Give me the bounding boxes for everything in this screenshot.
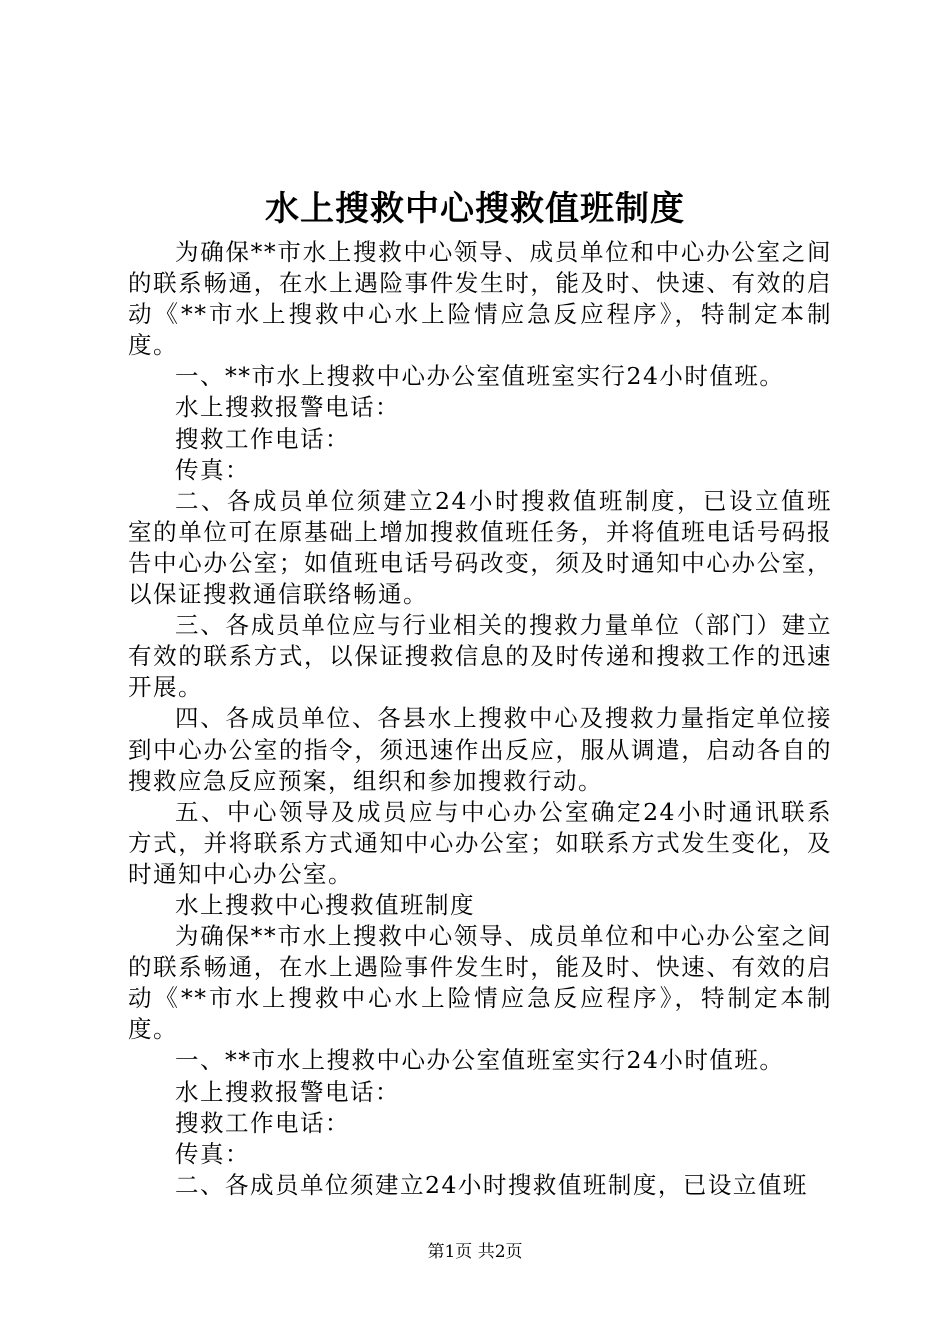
paragraph-item-2: 二、各成员单位须建立24小时搜救值班制度，已设立值班室的单位可在原基础上增加搜救值班任务，并将值班电话号码报告中心办公室；如值班电话号码改变，须及时通知中心办公室，以保证搜救通信联络畅通。 xyxy=(128,486,832,609)
paragraph-repeat-title: 水上搜救中心搜救值班制度 xyxy=(175,890,475,919)
paragraph-fax: 传真： xyxy=(175,455,250,484)
paragraph-item-4: 四、各成员单位、各县水上搜救中心及搜救力量指定单位接到中心办公室的指令，须迅速作出反应，服从调遣，启动各自的搜救应急反应预案，组织和参加搜救行动。 xyxy=(128,704,832,795)
paragraph-work-phone: 搜救工作电话： xyxy=(175,424,350,453)
paragraph-repeat-alarm-phone: 水上搜救报警电话： xyxy=(175,1077,400,1106)
document-body xyxy=(128,237,832,1201)
paragraph-repeat-item-2: 二、各成员单位须建立24小时搜救值班制度，已设立值班 xyxy=(175,1170,808,1199)
page-footer: 第1页 共2页 xyxy=(427,1242,523,1262)
paragraph-item-3: 三、各成员单位应与行业相关的搜救力量单位（部门）建立有效的联系方式，以保证搜救信息的及时传递和搜救工作的迅速开展。 xyxy=(128,611,832,702)
paragraph-repeat-fax: 传真： xyxy=(175,1139,250,1168)
paragraph-item-5: 五、中心领导及成员应与中心办公室确定24小时通讯联系方式，并将联系方式通知中心办公室；如联系方式发生变化，及时通知中心办公室。 xyxy=(128,797,832,888)
paragraph-repeat-item-1: 一、**市水上搜救中心办公室值班室实行24小时值班。 xyxy=(175,1046,785,1075)
paragraph-alarm-phone: 水上搜救报警电话： xyxy=(175,393,400,422)
document-title: 水上搜救中心搜救值班制度 xyxy=(265,189,685,229)
paragraph-item-1: 一、**市水上搜救中心办公室值班室实行24小时值班。 xyxy=(175,362,785,391)
paragraph-intro: 为确保**市水上搜救中心领导、成员单位和中心办公室之间的联系畅通，在水上遇险事件发生时，能及时、快速、有效的启动《**市水上搜救中心水上险情应急反应程序》，特制定本制度。 xyxy=(128,238,832,360)
paragraph-repeat-work-phone: 搜救工作电话： xyxy=(175,1108,350,1137)
paragraph-repeat-intro: 为确保**市水上搜救中心领导、成员单位和中心办公室之间的联系畅通，在水上遇险事件发生时，能及时、快速、有效的启动《**市水上搜救中心水上险情应急反应程序》，特制定本制度。 xyxy=(128,922,832,1044)
